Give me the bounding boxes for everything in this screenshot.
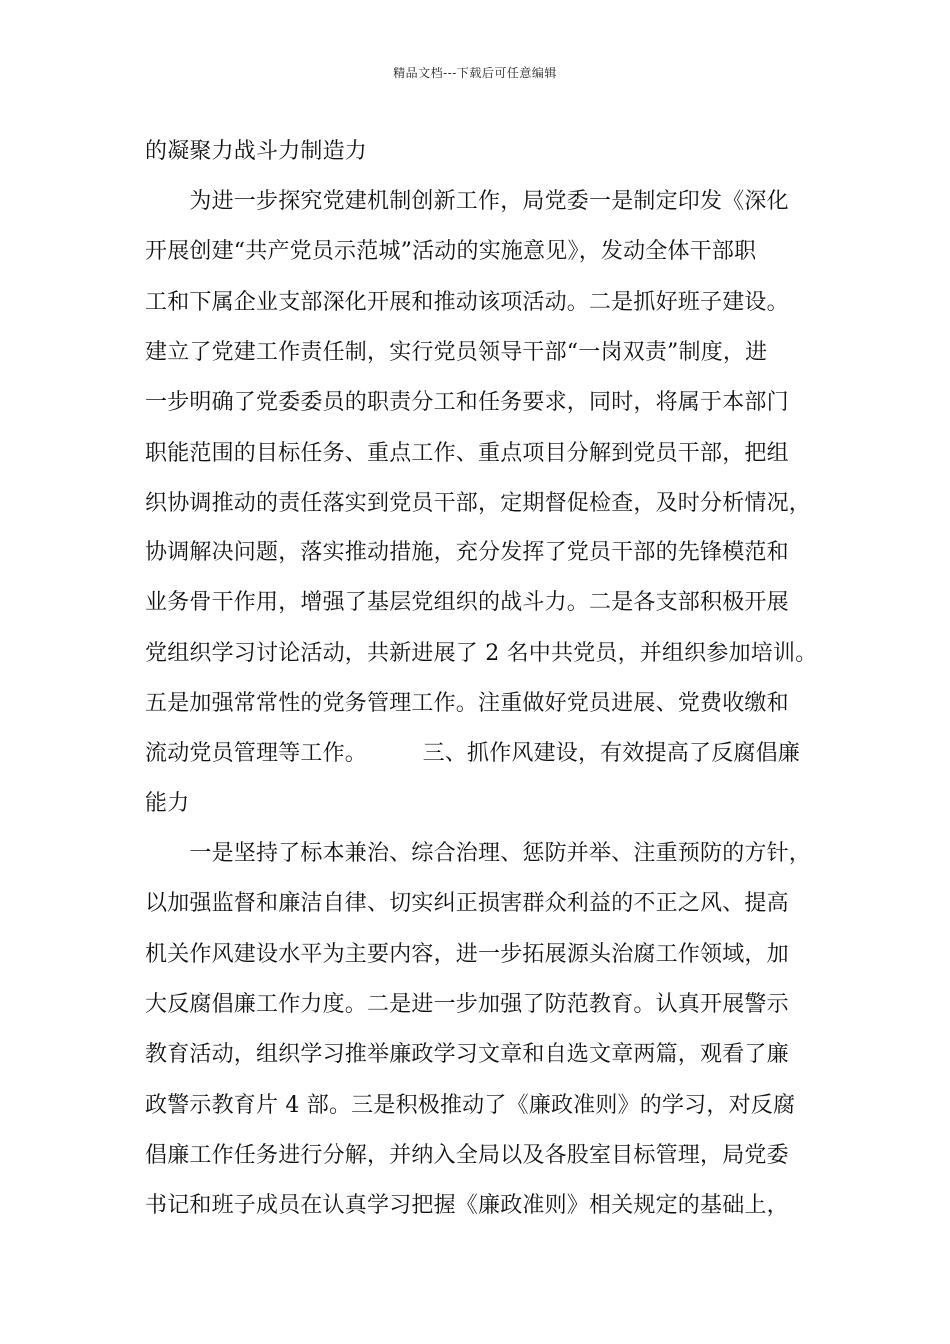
text-line: 业务骨干作用，增强了基层党组织的战斗力。二是各支部积极开展 [145, 590, 789, 615]
text-line: 书记和班子成员在认真学习把握《廉政准则》相关规定的基础上， [145, 1193, 789, 1218]
text-line: 教育活动，组织学习推举廉政学习文章和自选文章两篇，观看了廉 [145, 1042, 789, 1067]
text-line: 为进一步探究党建机制创新工作，局党委一是制定印发《深化 [145, 189, 789, 214]
text-line: 一步明确了党委委员的职责分工和任务要求，同时，将属于本部门 [145, 390, 789, 415]
text-line: 五是加强常常性的党务管理工作。注重做好党员进展、党费收缴和 [145, 691, 789, 716]
text-line: 政警示教育片 4 部。三是积极推动了《廉政准则》的学习，对反腐 [145, 1093, 796, 1118]
text-line: 的凝聚力战斗力制造力 [145, 139, 368, 164]
text-line: 机关作风建设水平为主要内容，进一步拓展源头治腐工作领域，加 [145, 942, 789, 967]
text-line: 流动党员管理等工作。 三、抓作风建设，有效提高了反腐倡廉 [145, 741, 801, 766]
text-line: 职能范围的目标任务、重点工作、重点项目分解到党员干部，把组 [145, 441, 789, 466]
text-line: 织协调推动的责任落实到党员干部，定期督促检查，及时分析情况， [145, 491, 812, 516]
text-line: 开展创建“共产党员示范城”活动的实施意见》，发动全体干部职 [145, 239, 757, 264]
text-line: 大反腐倡廉工作力度。二是进一步加强了防范教育。认真开展警示 [145, 992, 789, 1017]
text-line: 能力 [145, 791, 190, 816]
page-header: 精品文档---下载后可任意编辑 [393, 66, 557, 80]
text-line: 建立了党建工作责任制，实行党员领导干部“一岗双责”制度，进 [145, 340, 768, 365]
text-line: 党组织学习讨论活动，共新进展了 2 名中共党员，并组织参加培训。 [145, 641, 818, 666]
text-line: 工和下属企业支部深化开展和推动该项活动。二是抓好班子建设。 [145, 290, 789, 315]
text-line: 以加强监督和廉洁自律、切实纠正损害群众利益的不正之风、提高 [145, 891, 789, 916]
text-line: 协调解决问题，落实推动措施，充分发挥了党员干部的先锋模范和 [145, 540, 789, 565]
text-line: 一是坚持了标本兼治、综合治理、惩防并举、注重预防的方针， [145, 841, 812, 866]
text-line: 倡廉工作任务进行分解，并纳入全局以及各股室目标管理，局党委 [145, 1143, 789, 1168]
